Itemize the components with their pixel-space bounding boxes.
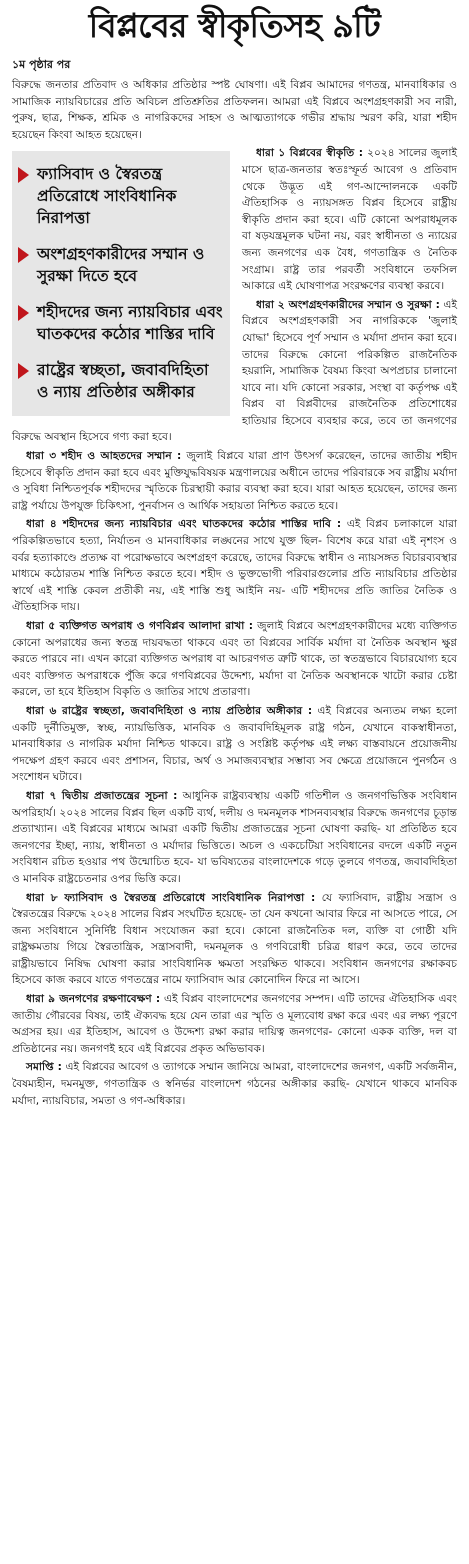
section-text: যে ফ্যাসিবাদ, রাষ্ট্রীয় সন্ত্রাস ও স্বৈরতন্ত্রের বিরুদ্ধে ২০২৪ সালের বিপ্লব সংঘটিত হয়েছে- তা যেন কখনো আবার ফিরে না আসতে পারে, সে জন্য সংবিধানে সুনির্দিষ্ট বিধান সংযোজন করা হবে। কোনো রাজনৈতিক দল, ব্যক্তি বা গোষ্ঠী যদি রাষ্ট্রক্ষমতায় গিয়ে স্বৈরতান্ত্রিক, সন্ত্রাসবাদী, দমনমূলক ও গণবিরোধী চরিত্র ধারণ করে, তবে তাদের রাষ্ট্রীয়ভাবে নিষিদ্ধ ঘোষণা করার সাংবিধানিক ক্ষমতা সংরক্ষিত থাকবে। সংবিধান জনগণের রক্ষাকবচ হিসেবে কাজ করবে যাতে গণতন্ত্রের নামে ফ্যাসিবাদ আর কোনোদিন ফিরে না আসে। xyxy=(12,891,457,987)
section-8 xyxy=(12,890,457,990)
section-text: এই বিপ্লবের অন্যতম লক্ষ্য হলো একটি দুর্নীতিমুক্ত, স্বচ্ছ, ন্যায়ভিত্তিক, মানবিক ও জবাবদিহিমূলক রাষ্ট্র গঠন, যেখানে বাকস্বাধীনতা, মানবাধিকার ও নাগরিক মর্যাদা নিশ্চিত থাকবে। রাষ্ট্র ও সংশ্লিষ্ট কর্তৃপক্ষ এই লক্ষ্য বাস্তবায়নে প্রয়োজনীয় পদক্ষেপ গ্রহণ করবে এবং প্রশাসন, বিচার, অর্থ ও সমাজব্যবস্থার সম্ভাব্য সব ক্ষেত্রে প্রয়োজনে পুনর্গঠন ও সংশোধন ঘটাবে। xyxy=(12,704,457,784)
section-heading: ধারা ২ অংশগ্রহণকারীদের সম্মান ও সুরক্ষা : xyxy=(256,298,440,311)
section-text: জুলাই বিপ্লবে অংশগ্রহণকারীদের মধ্যে ব্যক্তিগত কোনো অপরাধের জন্য স্বতন্ত্র দায়বদ্ধতা থাকবে এবং তা বিপ্লবের সার্বিক মর্যাদা বা নৈতিক অবস্থান ক্ষুণ্ণ করতে পারবে না। এখন কারো ব্যক্তিগত অপরাধ বা আচরণগত ত্রুটি থাকে, তা স্বতন্ত্রভাবে বিচারযোগ্য হবে এবং ব্যক্তিগত অপরাধকে পুঁজি করে গণবিপ্লবের উদ্দেশ্য, মর্যাদা বা নৈতিক অবস্থানকে খাটো করার চেষ্টা করলে, তা হবে ইতিহাস বিকৃতি ও জাতির সাথে প্রতারণা। xyxy=(12,620,458,699)
section-6 xyxy=(12,703,457,786)
highlight-item xyxy=(18,301,224,345)
red-arrow-icon xyxy=(18,305,29,321)
section-text: আধুনিক রাষ্ট্রব্যবস্থায় একটি গতিশীল ও জনগণভিত্তিক সংবিধান অপরিহার্য। ২০২৪ সালের বিপ্লব ছিল একটি ব্যর্থ, দলীয় ও দমনমূলক শাসনব্যবস্থার বিরুদ্ধে জনগণের চূড়ান্ত প্রত্যাখ্যান। এই বিপ্লবের মাধ্যমে আমরা একটি দ্বিতীয় প্রজাতন্ত্রের সূচনা ঘোষণা করছি- যা প্রতিষ্ঠিত হবে জনগণের ইচ্ছা, ন্যায়, স্বাধীনতা ও মর্যাদার ভিত্তিতে। অচল ও একচেটিয়া সংবিধানের বদলে একটি নতুন সংবিধান রচিত হওয়ার পথ উন্মোচিত হবে- যা ভবিষ্যতের বাংলাদেশকে গড়ে তুলবে গণতন্ত্র, জবাবদিহিতা ও মানবিক রাষ্ট্রচেতনার ওপর ভিত্তি করে। xyxy=(12,789,457,885)
red-arrow-icon xyxy=(18,247,29,263)
conclusion xyxy=(12,1059,457,1109)
section-9 xyxy=(12,991,457,1057)
highlight-text: অংশগ্রহণকারীদের সম্মান ও সুরক্ষা দিতে হবে xyxy=(37,245,205,286)
section-heading: ধারা ৬ রাষ্ট্রের স্বচ্ছতা, জবাবদিহিতা ও ন্যায় প্রতিষ্ঠার অঙ্গীকার : xyxy=(26,704,313,717)
highlight-box xyxy=(12,151,230,416)
section-7 xyxy=(12,788,457,888)
section-heading: ধারা ৪ শহীদদের জন্য ন্যায়বিচার এবং ঘাতকদের কঠোর শাস্তির দাবি : xyxy=(26,518,342,531)
red-arrow-icon xyxy=(18,363,29,379)
section-4 xyxy=(12,516,457,616)
section-text: জুলাই বিপ্লবে যারা প্রাণ উৎসর্গ করেছেন, তাদের জাতীয় শহীদ হিসেবে স্বীকৃতি প্রদান করা হবে এবং মুক্তিযুদ্ধবিষয়ক মন্ত্রণালয়ের অধীনে তাদের পরিবারকে সব রাষ্ট্রীয় মর্যাদা ও সুবিধা নিশ্চিতপূর্বক শহীদদের স্মৃতিকে চিরস্থায়ী করার ব্যবস্থা করা হবে। যারা আহত হয়েছেন, তাদের জন্য রাষ্ট্র পর্যায়ে উপযুক্ত চিকিৎসা, পুনর্বাসন ও আর্থিক সহায়তা নিশ্চিত করতে হবে। xyxy=(12,450,458,512)
highlight-text: শহীদদের জন্য ন্যায়বিচার এবং ঘাতকদের কঠোর শাস্তির দাবি xyxy=(37,303,223,344)
section-heading: ধারা ৮ ফ্যাসিবাদ ও স্বৈরতন্ত্র প্রতিরোধে সাংবিধানিক নিরাপত্তা : xyxy=(26,891,316,904)
headline: বিপ্লবের স্বীকৃতিসহ ৯টি xyxy=(88,6,381,45)
article-page xyxy=(0,2,469,1564)
section-5 xyxy=(12,618,457,701)
section-text: এই বিপ্লব চলাকালে যারা পরিকল্পিতভাবে হত্যা, নির্যাতন ও মানবাধিকার লঙ্ঘনের সাথে যুক্ত ছিল- বিশেষ করে যারা এই নৃশংস ও বর্বর হত্যাকাণ্ডে প্রত্যক্ষ বা পরোক্ষভাবে অংশগ্রহণ করেছে, তাদের বিরুদ্ধে স্বাধীন ও ন্যায়সঙ্গত বিচারব্যবস্থার মাধ্যমে কঠোরতম শাস্তি নিশ্চিত করতে হবে। শহীদ ও ভুক্তভোগী পরিবারগুলোর প্রতি ন্যায়বিচার প্রতিষ্ঠার স্বার্থে এই শাস্তি কেবল প্রতীকী নয়, এই শাস্তি শুধু আইনি নয়- এটি শহীদদের প্রতি জাতির নৈতিক ও ঐতিহাসিক দায়। xyxy=(12,518,457,614)
highlight-item xyxy=(18,163,224,229)
section-heading: ধারা ৯ জনগণের রক্ষণাবেক্ষণ : xyxy=(26,993,161,1006)
section-text: এই বিপ্লব বাংলাদেশের জনগণের সম্পদ। এটি তাদের ঐতিহাসিক এবং জাতীয় গৌরবের বিষয়, তাই ঐক্যবদ্ধ হয়ে যেন তারা এর স্মৃতি ও মূল্যবোধ রক্ষা করে এবং এর লক্ষ্য পূরণে অগ্রসর হয়। এর ইতিহাস, আবেগ ও উদ্দেশ্য রক্ষা করার দায়িত্ব জনগণের- কোনো একক ব্যক্তি, দল বা প্রতিষ্ঠানের নয়। জনগণই হবে এই বিপ্লবের প্রকৃত অভিভাবক। xyxy=(12,993,457,1055)
section-text: এই বিপ্লবে অংশগ্রহণকারী সব নাগরিককে 'জুলাই যোদ্ধা' হিসেবে পূর্ণ সম্মান ও মর্যাদা প্রদান করা হবে। তাদের বিরুদ্ধে কোনো পরিকল্পিত রাজনৈতিক হয়রানি, সামাজিক বৈষম্য কিংবা অপপ্রচার চালানো যাবে না। যদি কোনো সরকার, সংস্থা বা কর্তৃপক্ষ এই বিপ্লব বা বিপ্লবীদের রাজনৈতিক প্রতিশোধের হাতিয়ার হিসেবে ব্যবহার করে, তবে তা জনগণের বিরুদ্ধে অবস্থান হিসেবে গণ্য করা হবে। xyxy=(12,298,458,444)
intro-paragraph: বিরুদ্ধে জনতার প্রতিবাদ ও অধিকার প্রতিষ্ঠার স্পষ্ট ঘোষণা। এই বিপ্লব আমাদের গণতন্ত্র, মানবাধিকার ও সামাজিক ন্যায়বিচারের প্রতি অবিচল প্রতিশ্রুতির প্রতিফলন। আমরা এই বিপ্লবে অংশগ্রহণকারী সব নারী, পুরুষ, ছাত্র, শিক্ষক, শ্রমিক ও নাগরিকদের সাহস ও আত্মত্যাগকে গভীর শ্রদ্ধায় স্মরণ করি, যারা শহীদ হয়েছেন কিংবা আহত হয়েছেন। xyxy=(12,79,457,141)
section-heading: ধারা ৫ ব্যক্তিগত অপরাধ ও গণবিপ্লব আলাদা রাখা : xyxy=(26,620,253,632)
section-text: ২০২৪ সালের জুলাই মাসে ছাত্র-জনতার স্বতঃস্ফূর্ত আবেগ ও প্রতিবাদ থেকে উদ্ভূত এই গণ-আন্দোলনকে একটি ঐতিহাসিক ও ন্যায়সঙ্গত বিপ্লব হিসেবে রাষ্ট্রীয় স্বীকৃতি প্রদান করা হবে। এটি কোনো অপরাধমূলক বা ষড়যন্ত্রমূলক ঘটনা নয়, বরং স্বাধীনতা ও ন্যায়ের জন্য জনগণের এক বৈধ, গণতান্ত্রিক ও নৈতিক সংগ্রাম। রাষ্ট্র তার পরবর্তী সংবিধানে তফসিল আকারে এই ঘোষণাপত্র সংরক্ষণের ব্যবস্থা করবে। xyxy=(242,147,457,293)
section-heading: ধারা ৭ দ্বিতীয় প্রজাতন্ত্রের সূচনা : xyxy=(26,789,178,802)
highlight-text: রাষ্ট্রের স্বচ্ছতা, জবাবদিহিতা ও ন্যায় প্রতিষ্ঠার অঙ্গীকার xyxy=(37,361,209,402)
section-heading: ধারা ৩ শহীদ ও আহতদের সম্মান : xyxy=(26,450,182,463)
section-text: এই বিপ্লবের আবেগ ও ত্যাগকে সম্মান জানিয়ে আমরা, বাংলাদেশের জনগণ, একটি সর্বজনীন, বৈষম্যহীন, দমনমুক্ত, গণতান্ত্রিক ও স্বনির্ভর বাংলাদেশ গঠনের অঙ্গীকার করছি- যেখানে থাকবে মানবিক মর্যাদা, ন্যায়বিচার, সমতা ও গণ-অধিকার। xyxy=(12,1061,457,1107)
highlight-item xyxy=(18,243,224,287)
section-heading: ধারা ১ বিপ্লবের স্বীকৃতি : xyxy=(256,147,363,160)
section-heading: সমাপ্তি : xyxy=(26,1061,62,1074)
highlight-item xyxy=(18,359,224,403)
section-3 xyxy=(12,448,457,514)
highlight-text: ফ্যাসিবাদ ও স্বৈরতন্ত্র প্রতিরোধে সাংবিধানিক নিরাপত্তা xyxy=(37,165,177,228)
continued-label: ১ম পৃষ্ঠার পর xyxy=(12,58,71,71)
red-arrow-icon xyxy=(18,167,29,183)
